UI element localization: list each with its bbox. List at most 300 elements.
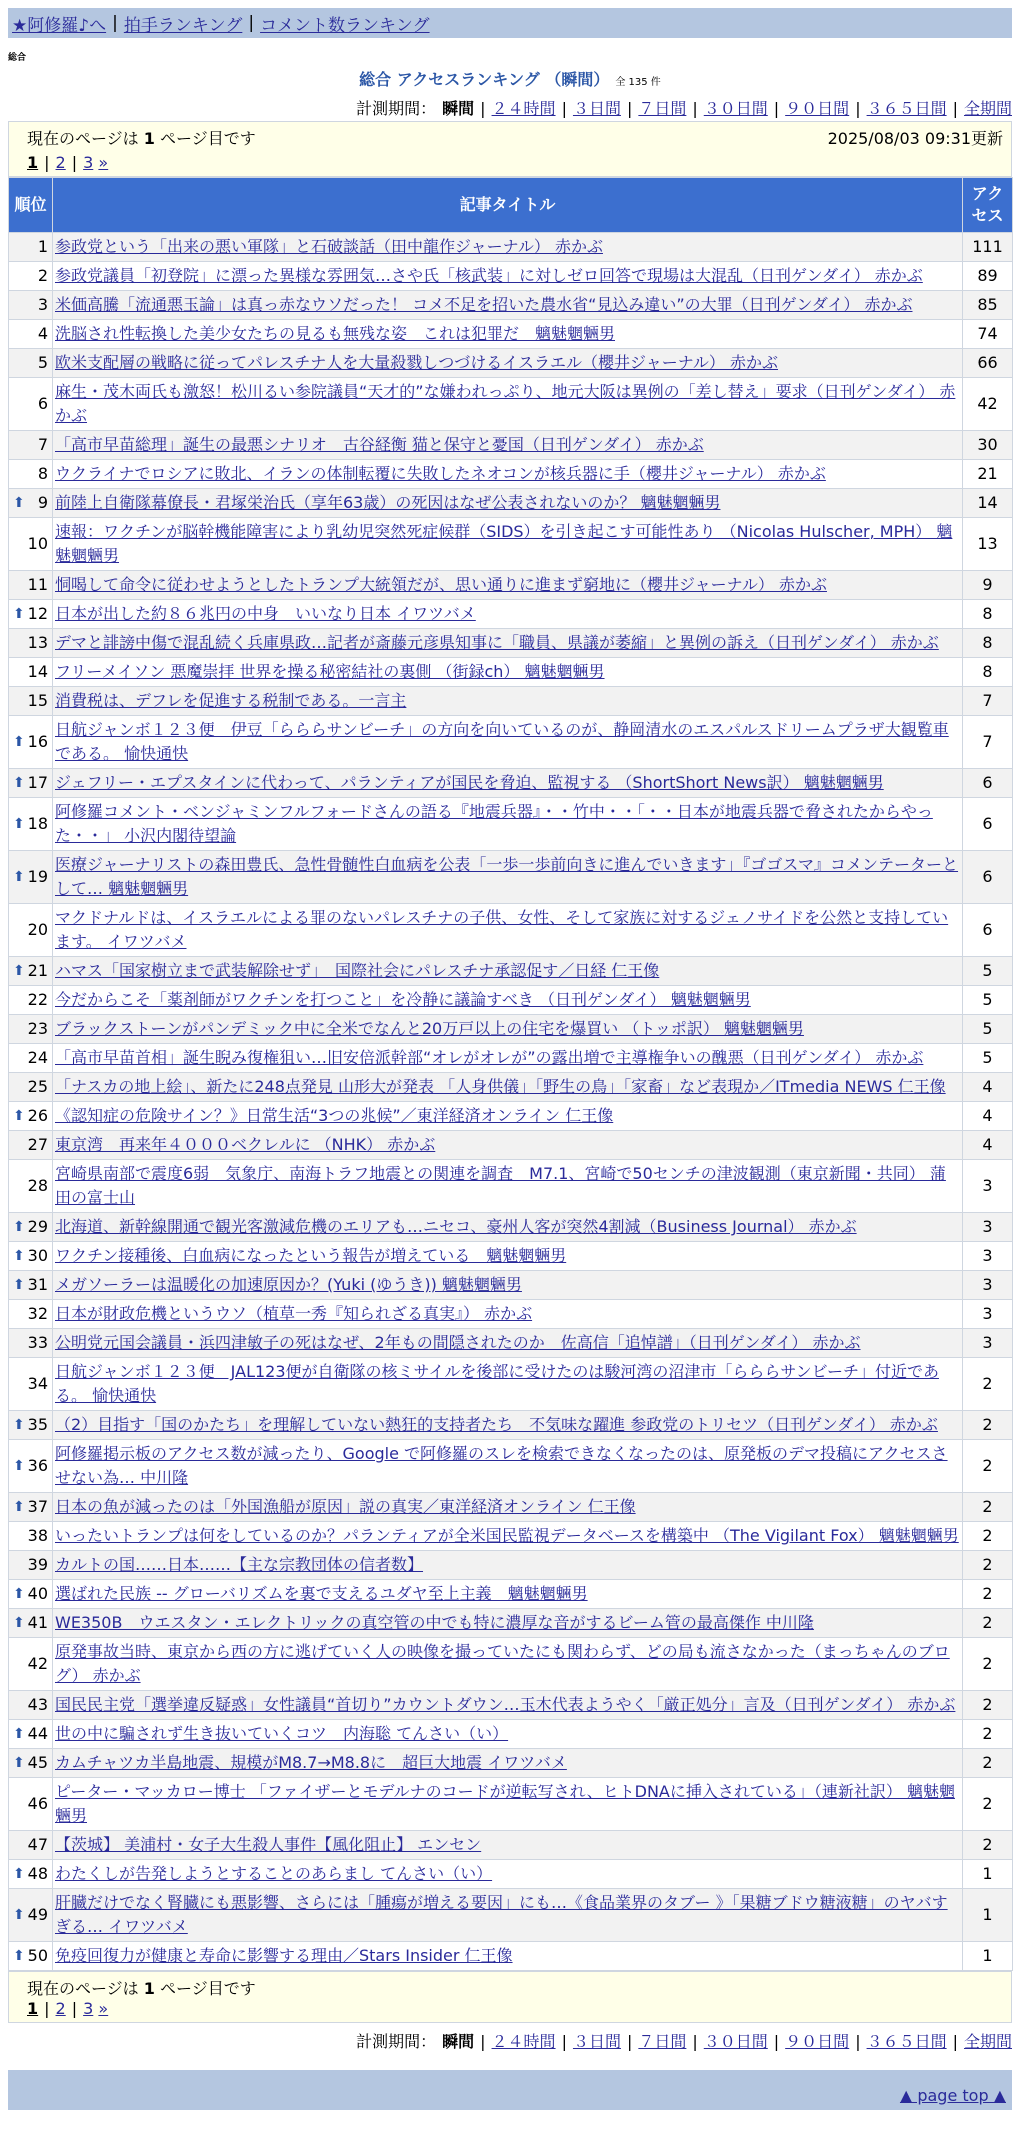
- pager-page-link[interactable]: 2: [55, 153, 66, 172]
- rank-number: 28: [27, 1176, 48, 1195]
- up-arrow-icon: ⬆: [13, 1219, 25, 1235]
- access-count: 111: [963, 233, 1013, 262]
- table-row: [9, 986, 1013, 1015]
- title-cell: [53, 1131, 963, 1160]
- access-count: 2: [963, 1411, 1013, 1440]
- title-cell: [53, 460, 963, 489]
- access-count: 1: [963, 1889, 1013, 1942]
- rank-number: 33: [27, 1333, 48, 1352]
- period-label: 計測期間：: [356, 99, 437, 118]
- table-row: [9, 1160, 1013, 1213]
- rank-number: 17: [27, 773, 48, 792]
- table-row: [9, 460, 1013, 489]
- article-link[interactable]: 前陸上自衛隊幕僚長・君塚栄治氏（享年63歳）の死因はなぜ公表されないのか？ 魑魅魍魎男: [55, 493, 721, 512]
- access-count: 74: [963, 320, 1013, 349]
- article-link[interactable]: デマと誹謗中傷で混乱続く兵庫県政…記者が斎藤元彦県知事に「職員、県議が萎縮」と異例の訴え（日刊ゲンダイ） 赤かぶ: [55, 633, 939, 652]
- article-link[interactable]: ハマス「国家樹立まで武装解除せず」 国際社会にパレスチナ承認促す／日経 仁王像: [55, 961, 660, 980]
- rank-cell: [9, 489, 53, 518]
- access-count: 8: [963, 600, 1013, 629]
- up-arrow-icon: ⬆: [13, 963, 25, 979]
- rank-cell: [9, 571, 53, 600]
- title-cell: [53, 1044, 963, 1073]
- period-option-link[interactable]: ２４時間: [491, 2032, 556, 2051]
- rank-cell: [9, 1580, 53, 1609]
- article-link[interactable]: 選ばれた民族 -- グローバリズムを裏で支えるユダヤ至上主義 魑魅魍魎男: [55, 1584, 588, 1603]
- rank-cell: [9, 1160, 53, 1213]
- table-row: [9, 1860, 1013, 1889]
- rank-cell: [9, 378, 53, 431]
- pager-separator: |: [71, 1999, 78, 2018]
- period-separator: |: [626, 99, 633, 118]
- rank-cell: [9, 600, 53, 629]
- access-count: 6: [963, 851, 1013, 904]
- page-info-box-bottom: [8, 1971, 1012, 2023]
- table-row: [9, 1271, 1013, 1300]
- period-option-link[interactable]: ９０日間: [785, 2032, 850, 2051]
- period-separator: |: [561, 99, 567, 118]
- page-info-box: [8, 121, 1012, 177]
- period-option-link[interactable]: 全期間: [963, 99, 1012, 118]
- access-count: 3: [963, 1271, 1013, 1300]
- title-cell: [53, 1073, 963, 1102]
- period-separator: |: [952, 99, 958, 118]
- article-link[interactable]: 日本が財政危機というウソ（植草一秀『知られざる真実』） 赤かぶ: [55, 1304, 533, 1323]
- access-count: 5: [963, 957, 1013, 986]
- rank-cell: [9, 431, 53, 460]
- title-cell: [53, 1551, 963, 1580]
- article-link[interactable]: 北海道、新幹線開通で観光客激減危機のエリアも…ニセコ、豪州人客が突然4割減（Business Journal） 赤かぶ: [55, 1217, 857, 1236]
- rank-number: 5: [37, 353, 48, 372]
- ranking-table: [8, 177, 1013, 1971]
- title-cell: [53, 1015, 963, 1044]
- title-cell: [53, 1300, 963, 1329]
- title-cell: [53, 1609, 963, 1638]
- rank-cell: [9, 658, 53, 687]
- title-cell: [53, 262, 963, 291]
- pager-page-link[interactable]: 2: [55, 1999, 66, 2018]
- access-count: 8: [963, 629, 1013, 658]
- article-link[interactable]: 参政党という「出来の悪い軍隊」と石破談話（田中龍作ジャーナル） 赤かぶ: [55, 237, 603, 256]
- rank-number: 44: [27, 1724, 48, 1743]
- rank-cell: [9, 769, 53, 798]
- period-option-link[interactable]: ３日間: [572, 99, 621, 118]
- table-row: [9, 518, 1013, 571]
- article-link[interactable]: 原発事故当時、東京から西の方に逃げていく人の映像を撮っていたにも関わらず、どの局も流さなかった（まっちゃんのブログ） 赤かぶ: [55, 1642, 950, 1685]
- title-cell: [53, 378, 963, 431]
- access-count: 21: [963, 460, 1013, 489]
- article-link[interactable]: 「高市早苗総理」誕生の最悪シナリオ 古谷経衡 猫と保守と憂国（日刊ゲンダイ） 赤かぶ: [55, 435, 704, 454]
- title-cell: [53, 1411, 963, 1440]
- table-row: [9, 1131, 1013, 1160]
- article-link[interactable]: 洗脳され性転換した美少女たちの見るも無残な姿 これは犯罪だ 魑魅魍魎男: [55, 324, 616, 343]
- article-link[interactable]: 今だからこそ「薬剤師がワクチンを打つこと」を冷静に議論すべき （日刊ゲンダイ） 魑魅魍魎男: [55, 990, 751, 1009]
- title-cell: [53, 233, 963, 262]
- rank-number: 40: [27, 1584, 48, 1603]
- article-link[interactable]: 阿修羅掲示板のアクセス数が減ったり、Google で阿修羅のスレを検索できなくなったのは、原発板のデマ投稿にアクセスさせない為… 中川隆: [55, 1444, 948, 1487]
- pagination: [27, 153, 1003, 172]
- article-link[interactable]: ブラックストーンがパンデミック中に全米でなんと20万戸以上の住宅を爆買い （トッポ訳） 魑魅魍魎男: [55, 1019, 804, 1038]
- period-option-link[interactable]: ３６５日間: [866, 2032, 947, 2051]
- table-row: [9, 1440, 1013, 1493]
- rank-number: 31: [27, 1275, 48, 1294]
- table-row: [9, 1073, 1013, 1102]
- rank-cell: [9, 1300, 53, 1329]
- pager-next-link[interactable]: »: [98, 1999, 109, 2018]
- article-link[interactable]: 日航ジャンボ１２３便 伊豆「らららサンビーチ」の方向を向いているのが、静岡清水のエスパルスドリームプラザ大観覧車である。 愉快通快: [55, 720, 949, 763]
- table-row: [9, 1551, 1013, 1580]
- rank-cell: [9, 1411, 53, 1440]
- article-link[interactable]: 免疫回復力が健康と寿命に影響する理由／Stars Insider 仁王像: [55, 1946, 513, 1965]
- period-separator: |: [692, 2032, 698, 2051]
- access-count: 2: [963, 1493, 1013, 1522]
- table-row: [9, 378, 1013, 431]
- article-link[interactable]: 宮崎県南部で震度6弱 気象庁、南海トラフ地震との関連を調査 M7.1、宮崎で50センチの津波観測（東京新聞・共同） 蒲田の富士山: [55, 1164, 946, 1207]
- rank-number: 1: [37, 237, 48, 256]
- article-link[interactable]: 日航ジャンボ１２３便 JAL123便が自衛隊の核ミサイルを後部に受けたのは駿河湾の沼津市「らららサンビーチ」付近である。 愉快通快: [55, 1362, 939, 1405]
- rank-number: 18: [27, 814, 48, 833]
- rank-cell: [9, 349, 53, 378]
- access-count: 3: [963, 1329, 1013, 1358]
- article-link[interactable]: ワクチン接種後、白血病になったという報告が増えている 魑魅魍魎男: [55, 1246, 567, 1265]
- home-link[interactable]: ★阿修羅♪へ: [12, 15, 107, 36]
- up-arrow-icon: ⬆: [13, 869, 25, 885]
- article-link[interactable]: 消費税は、デフレを促進する税制である。一言主: [55, 691, 407, 710]
- access-count: 5: [963, 1015, 1013, 1044]
- access-count: 9: [963, 571, 1013, 600]
- title-cell: [53, 629, 963, 658]
- table-row: [9, 687, 1013, 716]
- page-top-link[interactable]: ▲ page top ▲: [899, 2085, 1006, 2105]
- article-link[interactable]: カルトの国……日本……【主な宗教団体の信者数】: [55, 1555, 424, 1574]
- period-current: 瞬間: [442, 99, 475, 118]
- access-count: 2: [963, 1551, 1013, 1580]
- rank-cell: [9, 1015, 53, 1044]
- nav-separator: |: [248, 13, 255, 33]
- rank-number: 27: [27, 1135, 48, 1154]
- article-link[interactable]: 日本が出した約８６兆円の中身 いいなり日本 イワツバメ: [55, 604, 476, 623]
- article-link[interactable]: 《認知症の危険サイン？》日常生活“3つの兆候”／東洋経済オンライン 仁王像: [55, 1106, 614, 1125]
- title-cell: [53, 1493, 963, 1522]
- access-count: 2: [963, 1778, 1013, 1831]
- title-cell: [53, 320, 963, 349]
- up-arrow-icon: ⬆: [13, 775, 25, 791]
- rank-number: 23: [27, 1019, 48, 1038]
- comment-ranking-link[interactable]: コメント数ランキング: [260, 15, 430, 36]
- pager-current: 1: [27, 153, 39, 172]
- period-option-link[interactable]: ３６５日間: [866, 99, 947, 118]
- title-cell: [53, 489, 963, 518]
- period-option-link[interactable]: ３０日間: [703, 2032, 768, 2051]
- period-option-link[interactable]: ７日間: [638, 99, 687, 118]
- title-cell: [53, 769, 963, 798]
- access-count: 2: [963, 1831, 1013, 1860]
- rank-cell: [9, 291, 53, 320]
- pager-separator: |: [44, 153, 50, 172]
- access-count: 6: [963, 904, 1013, 957]
- article-link[interactable]: WE350B ウエスタン・エレクトリックの真空管の中でも特に濃厚な音がするビーム管の最高傑作 中川隆: [55, 1613, 814, 1632]
- period-separator: |: [773, 2032, 780, 2051]
- rank-cell: [9, 1493, 53, 1522]
- table-row: [9, 233, 1013, 262]
- pagination-bottom: [27, 1999, 1003, 2018]
- rank-cell: [9, 957, 53, 986]
- access-count: 30: [963, 431, 1013, 460]
- table-row: [9, 798, 1013, 851]
- article-link[interactable]: メガソーラーは温暖化の加速原因か？(Yuki (ゆうき)) 魑魅魍魎男: [55, 1275, 522, 1294]
- title-cell: [53, 1720, 963, 1749]
- pager-page-link[interactable]: 3: [83, 1999, 94, 2018]
- article-link[interactable]: （2）目指す「国のかたち」を理解していない熱狂的支持者たち 不気味な躍進 参政党のトリセツ（日刊ゲンダイ） 赤かぶ: [55, 1415, 938, 1434]
- article-link[interactable]: わたくしが告発しようとすることのあらまし てんさい（い）: [55, 1864, 493, 1883]
- rank-number: 10: [27, 534, 48, 553]
- article-link[interactable]: 「ナスカの地上絵」、新たに248点発見 山形大が発表 「人身供儀」「野生の鳥」「家畜」など表現か／ITmedia NEWS 仁王像: [55, 1077, 946, 1096]
- rank-number: 4: [37, 324, 48, 343]
- up-arrow-icon: ⬆: [13, 1726, 25, 1742]
- title-cell: [53, 1831, 963, 1860]
- access-count: 5: [963, 1044, 1013, 1073]
- rank-number: 46: [27, 1794, 48, 1813]
- rank-cell: [9, 1691, 53, 1720]
- rank-number: 20: [27, 920, 48, 939]
- table-row: [9, 1942, 1013, 1971]
- top-navigation: [8, 8, 1012, 38]
- rank-number: 14: [27, 662, 48, 681]
- rank-cell: [9, 1749, 53, 1778]
- title-cell: [53, 600, 963, 629]
- rank-cell: [9, 716, 53, 769]
- article-link[interactable]: マクドナルドは、イスラエルによる罪のないパレスチナの子供、女性、そして家族に対するジェノサイドを公然と支持しています。 イワツバメ: [55, 908, 949, 951]
- title-cell: [53, 1889, 963, 1942]
- period-option-link[interactable]: ７日間: [638, 2032, 687, 2051]
- rank-number: 49: [27, 1905, 48, 1924]
- rank-number: 16: [27, 732, 48, 751]
- article-link[interactable]: 【茨城】 美浦村・女子大生殺人事件【風化阻止】 エンセン: [55, 1835, 482, 1854]
- table-row: [9, 1213, 1013, 1242]
- access-count: 85: [963, 291, 1013, 320]
- rank-cell: [9, 1073, 53, 1102]
- pager-page-link[interactable]: 3: [83, 153, 94, 172]
- period-option-link[interactable]: ９０日間: [785, 99, 850, 118]
- table-row: [9, 431, 1013, 460]
- rank-number: 30: [27, 1246, 48, 1265]
- access-count: 2: [963, 1580, 1013, 1609]
- rank-cell: [9, 1720, 53, 1749]
- article-link[interactable]: 恫喝して命令に従わせようとしたトランプ大統領だが、思い通りに進まず窮地に（櫻井ジャーナル） 赤かぶ: [55, 575, 827, 594]
- access-count: 3: [963, 1242, 1013, 1271]
- period-option-link[interactable]: 全期間: [963, 2032, 1012, 2051]
- period-option-link[interactable]: ３０日間: [703, 99, 768, 118]
- title-cell: [53, 986, 963, 1015]
- article-link[interactable]: 米価高騰「流通悪玉論」は真っ赤なウソだった！ コメ不足を招いた農水省“見込み違い”の大罪（日刊ゲンダイ） 赤かぶ: [55, 295, 913, 314]
- title-cell: [53, 1440, 963, 1493]
- rank-number: 12: [27, 604, 48, 623]
- article-link[interactable]: 「高市早苗首相」誕生睨み復権狙い…旧安倍派幹部“オレがオレが”の露出増で主導権争いの醜悪（日刊ゲンダイ） 赤かぶ: [55, 1048, 924, 1067]
- period-current: 瞬間: [442, 2032, 475, 2051]
- title-cell: [53, 1749, 963, 1778]
- article-link[interactable]: 公明党元国会議員・浜四津敏子の死はなぜ、2年もの間隠されたのか 佐高信「追悼譜」（日刊ゲンダイ） 赤かぶ: [55, 1333, 861, 1352]
- title-cell: [53, 518, 963, 571]
- title-header: 記事タイトル: [53, 178, 963, 233]
- title-cell: [53, 716, 963, 769]
- access-count: 4: [963, 1073, 1013, 1102]
- title-cell: [53, 851, 963, 904]
- access-count: 3: [963, 1300, 1013, 1329]
- title-cell: [53, 1329, 963, 1358]
- period-label: 計測期間：: [356, 2032, 437, 2051]
- table-row: [9, 1580, 1013, 1609]
- rank-number: 43: [27, 1695, 48, 1714]
- article-link[interactable]: 参政党議員「初登院」に漂った異様な雰囲気…さや氏「核武装」に対しゼロ回答で現場は大混乱（日刊ゲンダイ） 赤かぶ: [55, 266, 923, 285]
- up-arrow-icon: ⬆: [13, 816, 25, 832]
- rank-cell: [9, 518, 53, 571]
- up-arrow-icon: ⬆: [13, 734, 25, 750]
- rank-number: 8: [37, 464, 48, 483]
- rank-cell: [9, 1860, 53, 1889]
- article-link[interactable]: カムチャツカ半島地震、規模がM8.7→M8.8に 超巨大地震 イワツバメ: [55, 1753, 567, 1772]
- table-row: [9, 1720, 1013, 1749]
- up-arrow-icon: ⬆: [13, 606, 25, 622]
- applause-ranking-link[interactable]: 拍手ランキング: [123, 15, 243, 36]
- article-link[interactable]: 日本の魚が減ったのは「外国漁船が原因」説の真実／東洋経済オンライン 仁王像: [55, 1497, 636, 1516]
- article-link[interactable]: 阿修羅コメント・ベンジャミンフルフォードさんの語る『地震兵器』・・竹中・・「・・日本が地震兵器で脅されたからやった・・」 小沢内閣待望論: [55, 802, 933, 845]
- table-row: [9, 1609, 1013, 1638]
- rank-number: 24: [27, 1048, 48, 1067]
- title-cell: [53, 1638, 963, 1691]
- rank-number: 21: [27, 961, 48, 980]
- rank-number: 26: [27, 1106, 48, 1125]
- rank-cell: [9, 1358, 53, 1411]
- access-count: 7: [963, 716, 1013, 769]
- article-link[interactable]: 東京湾 再来年４０００ベクレルに （NHK） 赤かぶ: [55, 1135, 436, 1154]
- rank-number: 6: [37, 394, 48, 413]
- period-option-link[interactable]: ２４時間: [491, 99, 556, 118]
- up-arrow-icon: ⬆: [13, 1277, 25, 1293]
- article-link[interactable]: フリーメイソン 悪魔崇拝 世界を操る秘密結社の裏側 （街録ch） 魑魅魍魎男: [55, 662, 605, 681]
- article-link[interactable]: 医療ジャーナリストの森田豊氏、急性骨髄性白血病を公表「一歩一歩前向きに進んでいきます」『ゴゴスマ』コメンテーターとして… 魑魅魍魎男: [55, 855, 959, 898]
- article-link[interactable]: 世の中に騙されず生き抜いていくコツ 内海聡 てんさい（い）: [55, 1724, 509, 1743]
- pager-next-link[interactable]: »: [98, 153, 109, 172]
- title-cell: [53, 1522, 963, 1551]
- article-link[interactable]: 麻生・茂木両氏も激怒！松川るい参院議員“天才的”な嫌われっぷり、地元大阪は異例の「差し替え」要求（日刊ゲンダイ） 赤かぶ: [55, 382, 956, 425]
- rank-cell: [9, 1329, 53, 1358]
- table-row: [9, 600, 1013, 629]
- access-count: 8: [963, 658, 1013, 687]
- rank-cell: [9, 233, 53, 262]
- article-link[interactable]: 速報：ワクチンが脳幹機能障害により乳幼児突然死症候群（SIDS）を引き起こす可能性あり （Nicolas Hulscher, MPH） 魑魅魍魎男: [55, 522, 953, 565]
- up-arrow-icon: ⬆: [13, 1248, 25, 1264]
- table-row: [9, 769, 1013, 798]
- rank-cell: [9, 1271, 53, 1300]
- table-row: [9, 1329, 1013, 1358]
- article-link[interactable]: ピーター・マッカロー博士 「ファイザーとモデルナのコードが逆転写され、ヒトDNAに挿入されている」（連新社訳） 魑魅魍魎男: [55, 1782, 955, 1825]
- up-arrow-icon: ⬆: [13, 1417, 25, 1433]
- title-cell: [53, 798, 963, 851]
- period-separator: |: [952, 2032, 958, 2051]
- access-count: 2: [963, 1440, 1013, 1493]
- title-cell: [53, 1778, 963, 1831]
- rank-cell: [9, 798, 53, 851]
- access-count: 2: [963, 1720, 1013, 1749]
- title-cell: [53, 1213, 963, 1242]
- rank-header: 順位: [9, 178, 53, 233]
- period-separator: |: [855, 99, 861, 118]
- rank-number: 22: [27, 990, 48, 1009]
- access-count: 2: [963, 1638, 1013, 1691]
- table-row: [9, 1749, 1013, 1778]
- rank-number: 13: [27, 633, 48, 652]
- article-link[interactable]: ジェフリー・エプスタインに代わって、パランティアが国民を脅迫、監視する （ShortShort News訳） 魑魅魍魎男: [55, 773, 884, 792]
- title-cell: [53, 1942, 963, 1971]
- article-link[interactable]: いったいトランプは何をしているのか？パランティアが全米国民監視データベースを構築中 （The Vigilant Fox） 魑魅魍魎男: [55, 1526, 959, 1545]
- rank-number: 11: [27, 575, 48, 594]
- article-link[interactable]: 肝臓だけでなく腎臓にも悪影響、さらには「腫瘍が増える要因」にも…《食品業界のタブー 》「果糖ブドウ糖液糖」のヤバすぎる… イワツバメ: [55, 1893, 948, 1936]
- table-row: [9, 629, 1013, 658]
- up-arrow-icon: ⬆: [13, 1907, 25, 1923]
- up-arrow-icon: ⬆: [13, 495, 25, 511]
- table-row: [9, 1015, 1013, 1044]
- rank-cell: [9, 1778, 53, 1831]
- period-separator: |: [773, 99, 780, 118]
- title-cell: [53, 658, 963, 687]
- rank-cell: [9, 986, 53, 1015]
- access-count: 2: [963, 1522, 1013, 1551]
- rank-number: 34: [27, 1374, 48, 1393]
- rank-cell: [9, 1131, 53, 1160]
- up-arrow-icon: ⬆: [13, 1499, 25, 1515]
- title-cell: [53, 1242, 963, 1271]
- access-count: 2: [963, 1749, 1013, 1778]
- pager-current: 1: [27, 1999, 39, 2018]
- rank-number: 3: [37, 295, 48, 314]
- rank-number: 25: [27, 1077, 48, 1096]
- footer-divider: [8, 2070, 1012, 2080]
- table-row: [9, 1691, 1013, 1720]
- article-link[interactable]: 欧米支配層の戦略に従ってパレスチナ人を大量殺戮しつづけるイスラエル（櫻井ジャーナル） 赤かぶ: [55, 353, 779, 372]
- table-row: [9, 1358, 1013, 1411]
- rank-number: 39: [27, 1555, 48, 1574]
- period-separator: |: [855, 2032, 861, 2051]
- rank-number: 45: [27, 1753, 48, 1772]
- article-link[interactable]: 国民民主党「選挙違反疑惑」女性議員“首切り”カウントダウン…玉木代表ようやく「厳正処分」言及（日刊ゲンダイ） 赤かぶ: [55, 1695, 956, 1714]
- access-count: 6: [963, 769, 1013, 798]
- table-row: [9, 291, 1013, 320]
- table-row: [9, 957, 1013, 986]
- table-row: [9, 1522, 1013, 1551]
- table-row: [9, 1638, 1013, 1691]
- table-row: [9, 1044, 1013, 1073]
- rank-cell: [9, 1831, 53, 1860]
- rank-number: 2: [37, 266, 48, 285]
- period-selector: [0, 96, 1012, 119]
- table-row: [9, 1102, 1013, 1131]
- rank-cell: [9, 904, 53, 957]
- access-count: 4: [963, 1131, 1013, 1160]
- rank-number: 9: [37, 493, 48, 512]
- title-cell: [53, 1271, 963, 1300]
- article-link[interactable]: ウクライナでロシアに敗北、イランの体制転覆に失敗したネオコンが核兵器に手（櫻井ジャーナル） 赤かぶ: [55, 464, 826, 483]
- up-arrow-icon: ⬆: [13, 1615, 25, 1631]
- rank-cell: [9, 629, 53, 658]
- period-separator: |: [626, 2032, 633, 2051]
- footer-bar: [8, 2080, 1012, 2110]
- ranking-title: 総合 アクセスランキング （瞬間）: [359, 70, 610, 89]
- title-cell: [53, 349, 963, 378]
- table-row: [9, 1411, 1013, 1440]
- table-row: [9, 571, 1013, 600]
- table-row: [9, 904, 1013, 957]
- current-page-text: 現在のページは 1 ページ目です: [27, 1979, 256, 1998]
- period-option-link[interactable]: ３日間: [572, 2032, 621, 2051]
